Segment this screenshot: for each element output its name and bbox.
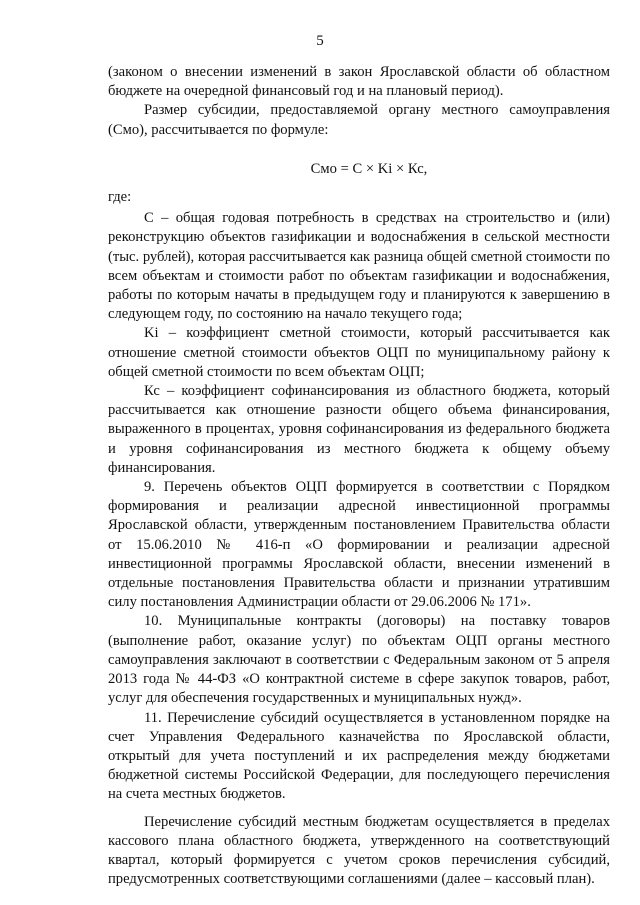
document-body bbox=[108, 63, 610, 889]
paragraph-cash-plan: Перечисление субсидий местным бюджетам осуществляется в пределах кассового плана областного бюджета, утвержденного на соответствующий квартал, который формируется с учетом сроков перечисления субсидий, предусмотренных соответствующими соглашениями (далее – кассовый план). bbox=[108, 813, 610, 888]
paragraph-kc-definition: Кс – коэффициент софинансирования из областного бюджета, который рассчитывается как отношение разности общего объема финансирования, выраженного в процентах, уровня софинансирования из федерального бюджета и уровня софинансирования из местного бюджета к общему объему финансирования. bbox=[108, 383, 610, 476]
label-where: где: bbox=[108, 189, 132, 206]
paragraph-item-9: 9. Перечень объектов ОЦП формируется в соответствии с Порядком формирования и реализации адресной инвестиционной программы Ярославской области, утвержденным постановлением Правительства области от 15.06.2010 № 416-п «О формировании и реализации адресной инвестиционной программы Ярославской области, внесении изменений в отдельные постановления Правительства области и признании утратившим силу постановления Администрации области от 29.06.2006 № 171». bbox=[108, 479, 610, 611]
paragraph-law-continuation: (законом о внесении изменений в закон Ярославской области об областном бюджете на очередной финансовый год и на плановый период). bbox=[108, 64, 610, 100]
paragraph-subsidy-size: Размер субсидии, предоставляемой органу местного самоуправления (Смо), рассчитывается по формуле: bbox=[108, 102, 610, 138]
paragraph-item-10: 10. Муниципальные контракты (договоры) на поставку товаров (выполнение работ, оказание услуг) по объектам ОЦП органы местного самоуправления заключают в соответствии с Федеральным законом от 5 апреля 2013 года № 44-ФЗ «О контрактной системе в сфере закупок товаров, работ, услуг для обеспечения государственных и муниципальных нужд». bbox=[108, 613, 610, 707]
paragraph-ki-definition: Ki – коэффициент сметной стоимости, который рассчитывается как отношение сметной стоимости объектов ОЦП по муниципальному району к общей сметной стоимости по всем объектам ОЦП; bbox=[108, 325, 610, 380]
formula: Смо = С × Ki × Кс, bbox=[310, 160, 428, 177]
paragraph-item-11: 11. Перечисление субсидий осуществляется в установленном порядке на счет Управления Федерального казначейства по Ярославской области, открытый для учета поступлений и их распределения между бюджетами бюджетной системы Российской Федерации, для последующего перечисления на счета местных бюджетов. bbox=[108, 709, 610, 803]
page-number: 5 bbox=[316, 33, 324, 49]
paragraph-c-definition: С – общая годовая потребность в средствах на строительство и (или) реконструкцию объектов газификации и водоснабжения в сельской местности (тыс. рублей), которая рассчитывается как разница общей сметной стоимости по всем объектам и стоимости работ по объектам газификации и водоснабжения, работы по которым начаты в предыдущем году и планируются к завершению в следующем году, по состоянию на начало текущего года; bbox=[108, 210, 610, 323]
